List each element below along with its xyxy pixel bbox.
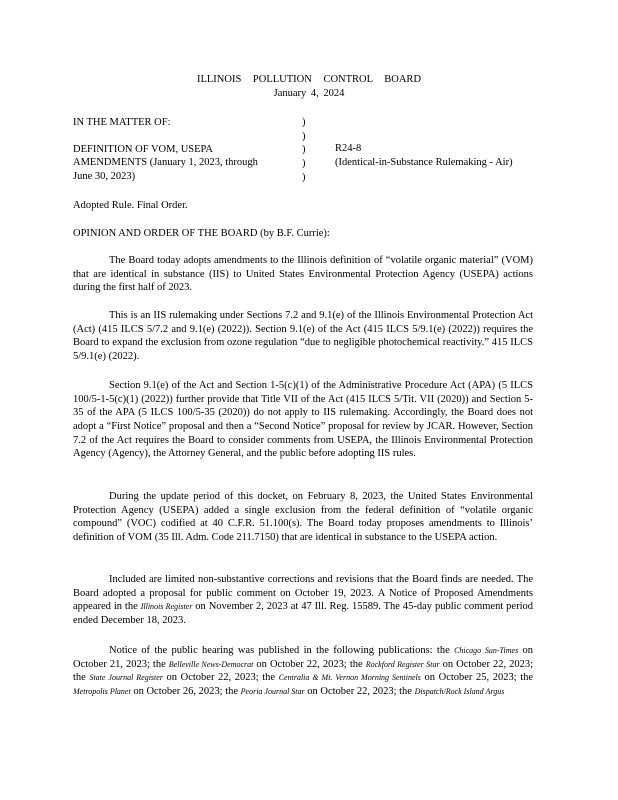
docket-type: (Identical-in-Substance Rulemaking - Air) bbox=[335, 156, 513, 168]
docket-number: R24-8 bbox=[335, 143, 362, 154]
publication-illinois-register: Illinois Register bbox=[140, 602, 193, 612]
paragraph-6-text: on October 22, 2023; the bbox=[166, 672, 276, 684]
paragraph-6 bbox=[73, 644, 533, 699]
caption-paren: ) bbox=[302, 117, 306, 128]
caption-paren: ) bbox=[302, 171, 306, 183]
board-title: ILLINOIS POLLUTION CONTROL BOARD bbox=[196, 74, 422, 85]
document-date: January 4, 2024 bbox=[273, 87, 345, 99]
in-the-matter: IN THE MATTER OF: bbox=[73, 117, 171, 128]
publication-name: Dispatch/Rock Island Argus bbox=[414, 686, 505, 696]
paragraph-5-text-b: on November 2, 2023 at 47 Ill. Reg. 15589. The 45-day public comment period ended December 18, 2023. bbox=[73, 601, 534, 626]
caption-paren: ) bbox=[302, 144, 306, 156]
paragraph-4: During the update period of this docket, on February 8, 2023, the United States Environmental Protection Agency (USEPA) added a single exclusion from the federal definition of “volatile organic compound” (VOC) codified at 40 C.F.R. 51.100(s). The Board today proposes amendments to Illinois’ definition of VOM (35 Ill. Adm. Code 211.7150) that are identical in substance to the USEPA action. bbox=[73, 491, 533, 543]
document-heading bbox=[0, 73, 618, 100]
paragraph-6-text: on October 22, 2023; the bbox=[73, 658, 534, 684]
publication-name: Metropolis Planet bbox=[73, 686, 131, 696]
paragraph-6-text: on October 22, 2023; the bbox=[307, 685, 412, 697]
publication-name: Peoria Journal Star bbox=[240, 686, 305, 696]
paragraph-5-text-a: Included are limited non-substantive corrections and revisions that the Board finds are needed. The Board adopted a proposal for public comment on October 19, 2023. A Notice of Proposed Amendments appeared in the bbox=[73, 574, 533, 613]
opinion-heading: OPINION AND ORDER OF THE BOARD (by B.F. Currie): bbox=[73, 228, 330, 239]
paragraph-5 bbox=[73, 573, 533, 628]
paragraph-6-text: on October 21, 2023; the bbox=[73, 645, 534, 670]
paragraph-6-text: Notice of the public hearing was published in the following publications: the bbox=[109, 645, 450, 656]
publication-name: Rockford Register Star bbox=[365, 659, 440, 669]
caption-definition-line3: June 30, 2023) bbox=[73, 170, 136, 182]
paragraph-6-text: on October 26, 2023; the bbox=[133, 685, 239, 697]
caption-paren: ) bbox=[302, 130, 306, 142]
publication-name: State Journal Register bbox=[89, 673, 163, 683]
paragraph-2: This is an IIS rulemaking under Sections 7.2 and 9.1(e) of the Illinois Environmental Protection Act (Act) (415 ILCS 5/7.2 and 9.1(e) (2022)). Section 9.1(e) of the Act (415 ILCS 5/9.1(e) (2022)) requires the Board to expand the exclusion from ozone regulation “due to negligible photochemical reactivity.” 415 ILCS 5/9.1(e) (2022). bbox=[73, 310, 533, 362]
publication-name: Centralia & Mt. Vernon Morning Sentinels bbox=[278, 673, 421, 683]
paragraph-6-text: on October 22, 2023; the bbox=[256, 658, 363, 670]
paragraph-1: The Board today adopts amendments to the Illinois definition of “volatile organic material” (VOM) that are identical in substance (IIS) to United States Environmental Protection Agency (USEPA) actions during the first half of 2023. bbox=[73, 255, 533, 294]
caption-definition-line1: DEFINITION OF VOM, USEPA bbox=[73, 143, 214, 155]
caption-paren: ) bbox=[302, 157, 306, 169]
caption-right bbox=[335, 142, 543, 169]
publication-name: Belleville News-Democrat bbox=[168, 659, 254, 669]
paragraph-3: Section 9.1(e) of the Act and Section 1-5(c)(1) of the Administrative Procedure Act (APA) (5 ILCS 100/5-1-5(c)(1) (2022)) further provide that Title VII of the Act (415 ILCS 5/Tit. VII (2020)) and Section 5-35 of the APA (5 ILCS 100/5-35 (2020)) do not apply to IIS rulemaking. Accordingly, the Board does not adopt a “First Notice” proposal and then a “Second Notice” proposal for review by JCAR. However, Section 7.2 of the Act requires the Board to consider comments from USEPA, the Illinois Environmental Protection Agency (Agency), the Attorney General, and the public before adopting IIS rules. bbox=[73, 380, 533, 460]
publication-name: Chicago Sun-Times bbox=[454, 646, 519, 655]
caption-left bbox=[73, 116, 298, 184]
paragraph-6-text: on October 25, 2023; the bbox=[424, 672, 534, 684]
action-line: Adopted Rule. Final Order. bbox=[73, 200, 188, 211]
caption-definition-line2: AMENDMENTS (January 1, 2023, through bbox=[73, 157, 258, 169]
caption-parens bbox=[302, 116, 312, 184]
